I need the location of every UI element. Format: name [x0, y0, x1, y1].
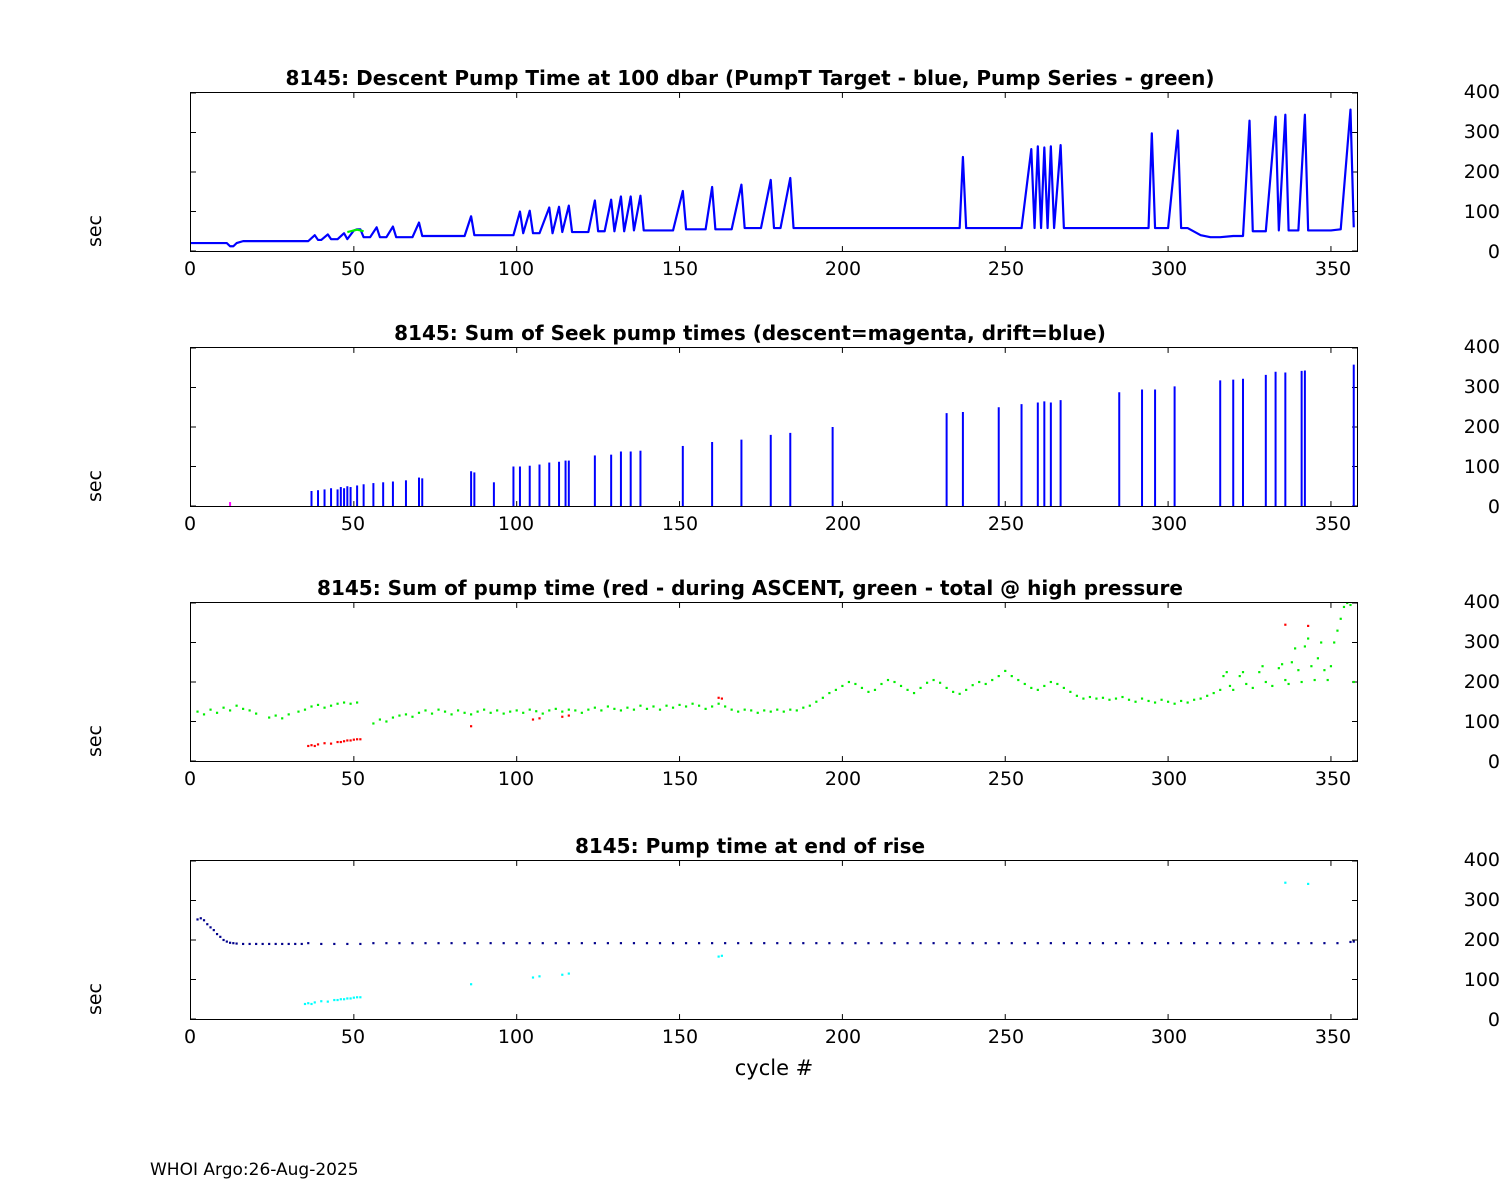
xtick: 250 [987, 1026, 1025, 1048]
ytick: 400 [1463, 591, 1500, 613]
xtick: 300 [1150, 768, 1188, 790]
ytick: 0 [1487, 751, 1500, 773]
panel-4-ylabel: sec [84, 982, 106, 1016]
panel-3-series-svg [191, 603, 1357, 761]
xtick: 200 [824, 258, 862, 280]
xtick: 0 [183, 1026, 197, 1048]
xtick: 100 [497, 768, 535, 790]
ytick: 100 [1463, 969, 1500, 991]
xtick: 250 [987, 258, 1025, 280]
xtick: 200 [824, 768, 862, 790]
ytick: 300 [1463, 376, 1500, 398]
xtick: 0 [183, 768, 197, 790]
panel-pump-time-end-of-rise [0, 828, 1500, 1108]
xtick: 150 [661, 768, 699, 790]
panel-2-plot-area [190, 347, 1358, 507]
xtick: 0 [183, 513, 197, 535]
ytick: 0 [1487, 241, 1500, 263]
panel-4-title: 8145: Pump time at end of rise [574, 834, 926, 858]
xtick: 150 [661, 1026, 699, 1048]
xtick: 300 [1150, 513, 1188, 535]
panel-1-title: 8145: Descent Pump Time at 100 dbar (PumpT Target - blue, Pump Series - green) [285, 66, 1215, 90]
ytick: 400 [1463, 336, 1500, 358]
ytick: 100 [1463, 711, 1500, 733]
footer-credit: WHOI Argo:26-Aug-2025 [150, 1160, 359, 1180]
xtick: 150 [661, 513, 699, 535]
xtick: 150 [661, 258, 699, 280]
xtick: 250 [987, 768, 1025, 790]
ytick: 0 [1487, 1009, 1500, 1031]
xtick: 50 [340, 768, 366, 790]
panel-1-ylabel: sec [84, 214, 106, 248]
xtick: 200 [824, 1026, 862, 1048]
panel-3-title: 8145: Sum of pump time (red - during ASCENT, green - total @ high pressure [317, 576, 1183, 600]
panel-1-series-svg [191, 93, 1357, 251]
xtick: 50 [340, 1026, 366, 1048]
xtick: 350 [1314, 513, 1352, 535]
ytick: 300 [1463, 889, 1500, 911]
xtick: 300 [1150, 258, 1188, 280]
panel-3-ylabel: sec [84, 724, 106, 758]
ytick: 400 [1463, 81, 1500, 103]
panel-4-plot-area [190, 860, 1358, 1020]
ytick: 300 [1463, 121, 1500, 143]
xtick: 350 [1314, 258, 1352, 280]
panel-2-series-svg [191, 348, 1357, 506]
panel-4-series-svg [191, 861, 1357, 1019]
xtick: 350 [1314, 768, 1352, 790]
ytick: 200 [1463, 161, 1500, 183]
ytick: 100 [1463, 456, 1500, 478]
ytick: 200 [1463, 929, 1500, 951]
ytick: 300 [1463, 631, 1500, 653]
ytick: 100 [1463, 201, 1500, 223]
ytick: 200 [1463, 416, 1500, 438]
panel-3-plot-area [190, 602, 1358, 762]
ytick: 0 [1487, 496, 1500, 518]
xtick: 100 [497, 1026, 535, 1048]
xtick: 100 [497, 258, 535, 280]
ytick: 400 [1463, 849, 1500, 871]
xtick: 50 [340, 513, 366, 535]
panel-seek-pump-times [0, 315, 1500, 555]
xtick: 0 [183, 258, 197, 280]
xtick: 100 [497, 513, 535, 535]
panel-2-ylabel: sec [84, 469, 106, 503]
panel-descent-pump-time [0, 60, 1500, 300]
x-axis-label: cycle # [734, 1056, 814, 1080]
xtick: 50 [340, 258, 366, 280]
panel-1-plot-area [190, 92, 1358, 252]
xtick: 350 [1314, 1026, 1352, 1048]
xtick: 250 [987, 513, 1025, 535]
panel-2-title: 8145: Sum of Seek pump times (descent=magenta, drift=blue) [394, 321, 1106, 345]
ytick: 200 [1463, 671, 1500, 693]
xtick: 200 [824, 513, 862, 535]
xtick: 300 [1150, 1026, 1188, 1048]
panel-sum-pump-time [0, 570, 1500, 810]
